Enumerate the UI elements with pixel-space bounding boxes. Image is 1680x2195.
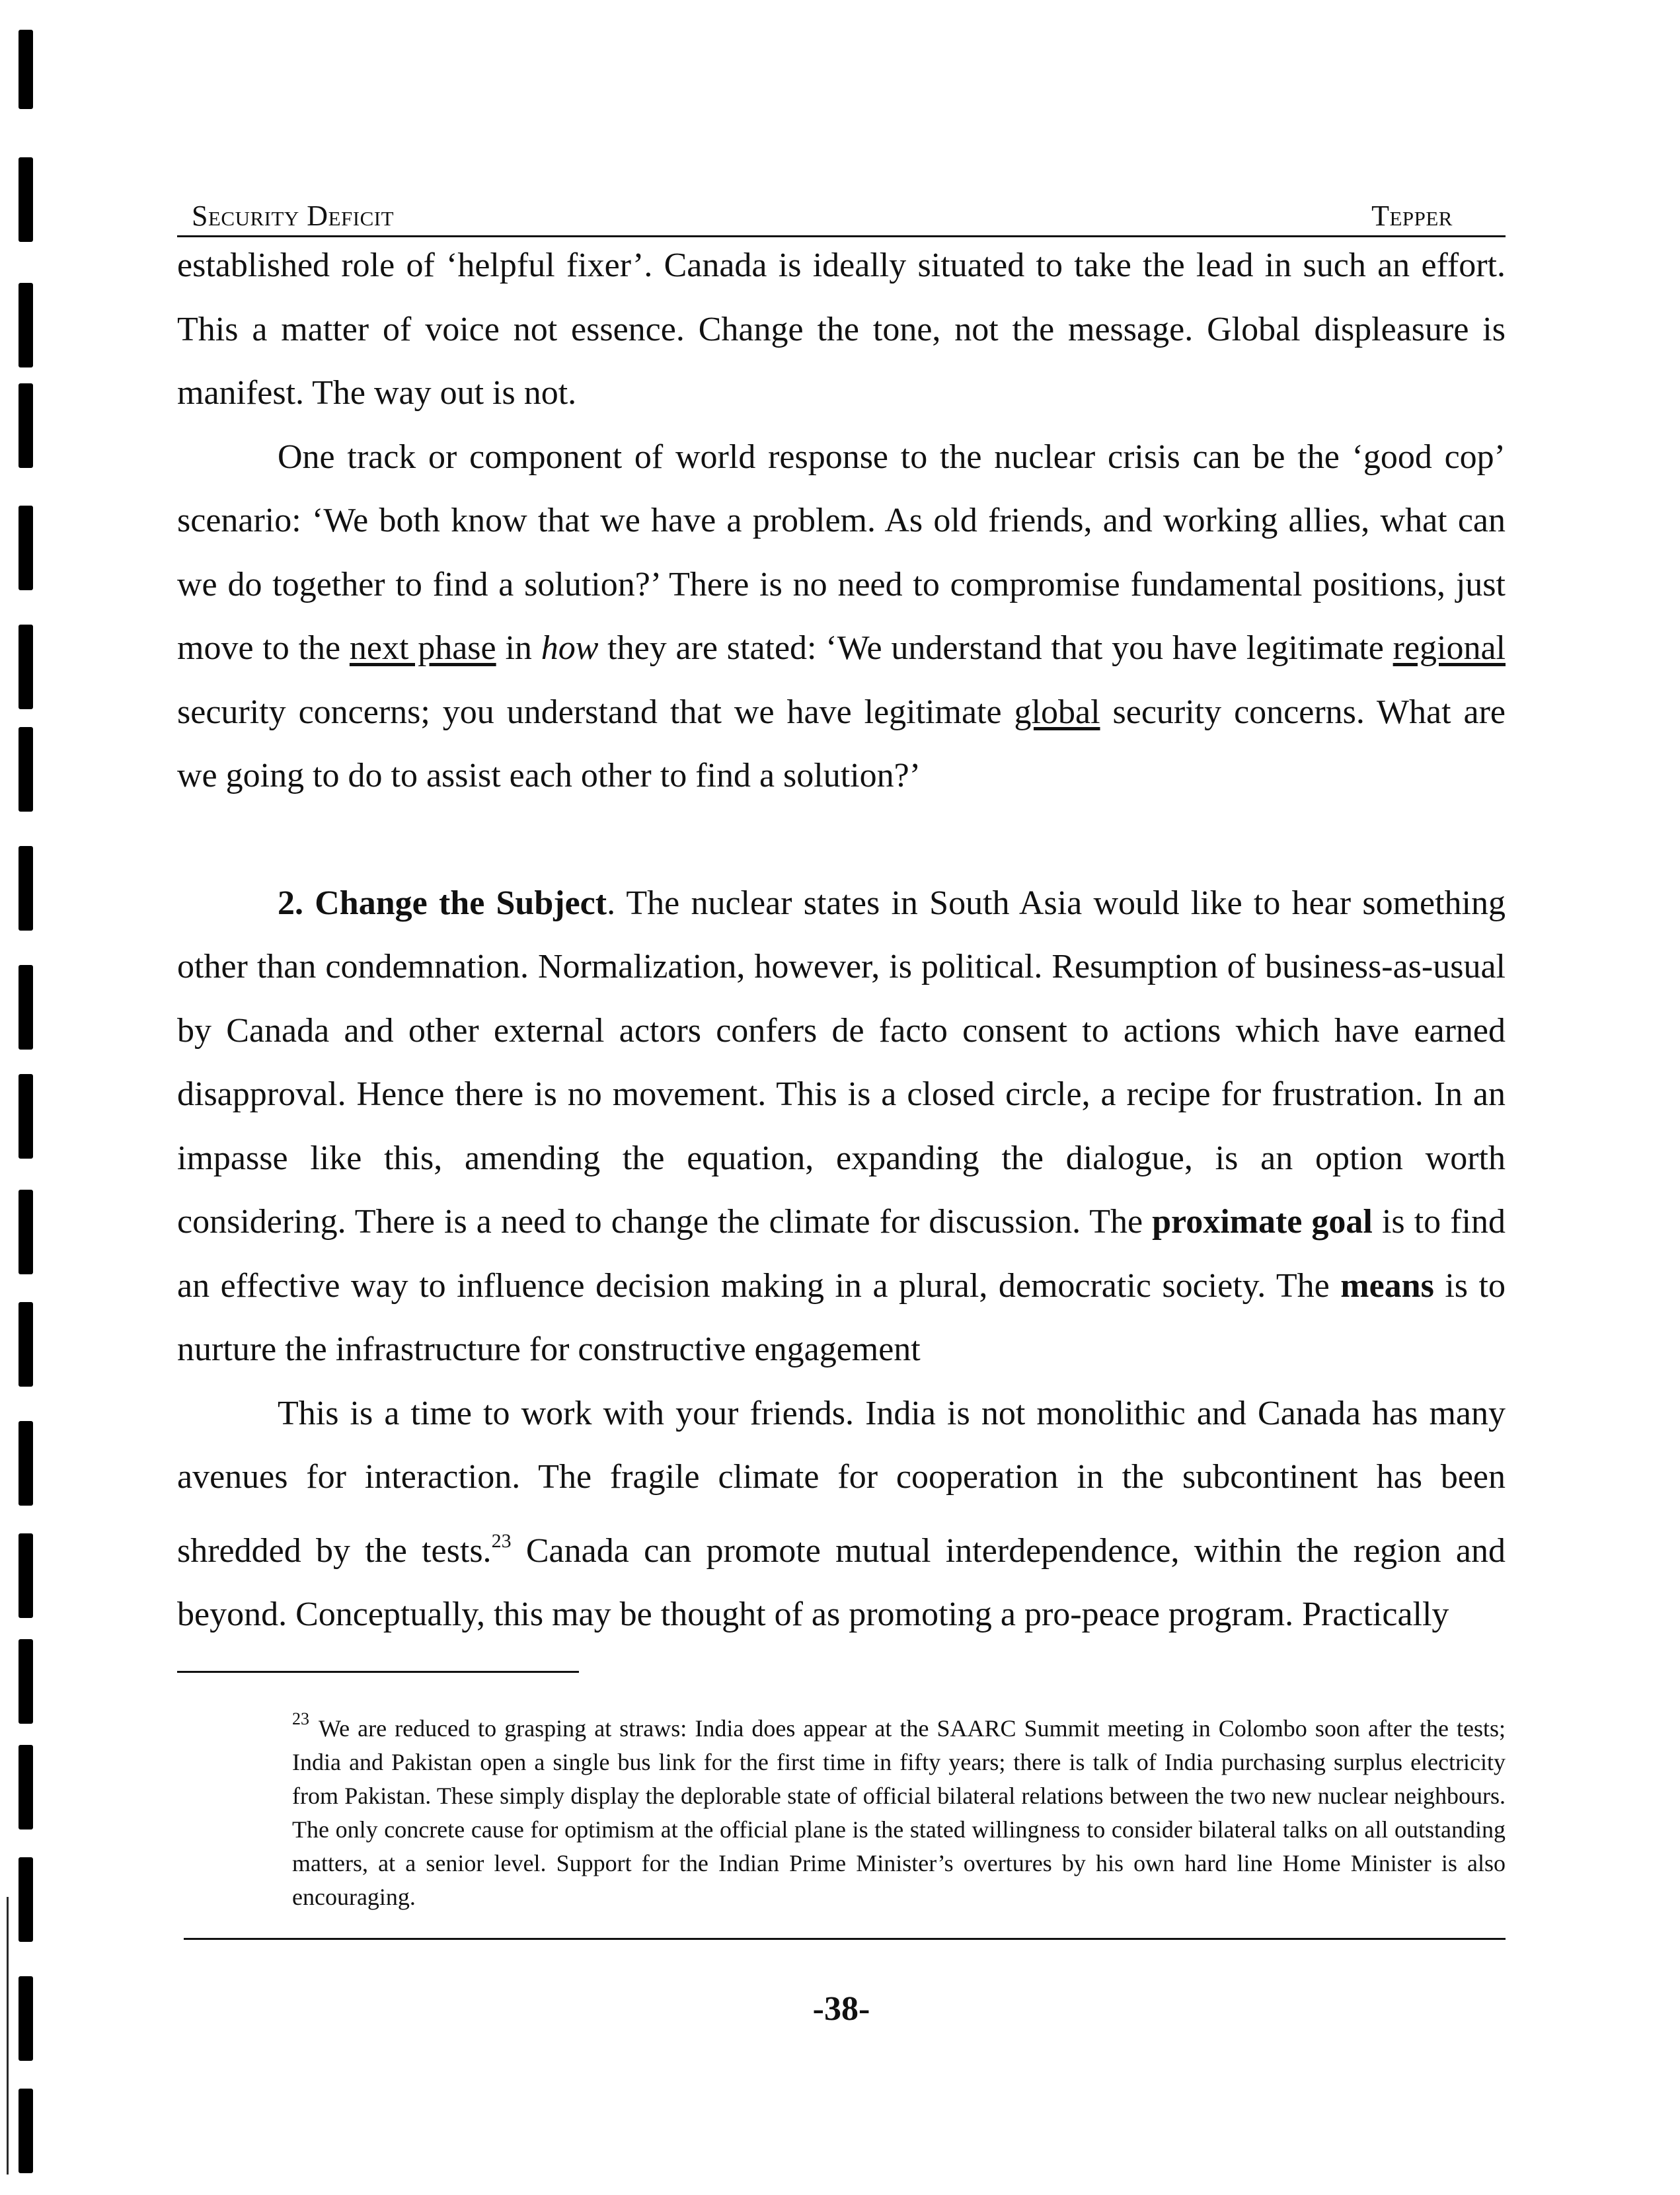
binding-mark: [19, 506, 33, 590]
bold-proximate-goal: proximate goal: [1152, 1203, 1373, 1241]
scan-edge-line: [7, 1897, 9, 2175]
page-number: -38-: [812, 1990, 870, 2028]
footnote-separator: [177, 1671, 579, 1673]
text-run: security concerns; you understand that we have legitimate: [177, 693, 1014, 731]
binding-mark: [19, 1857, 33, 1942]
running-header: [177, 196, 1506, 237]
bold-means: means: [1340, 1266, 1434, 1305]
footnote-number: 23: [292, 1709, 309, 1728]
footnote: [190, 1702, 1506, 1914]
binding-mark: [19, 1421, 33, 1506]
body-text: [177, 234, 1506, 1647]
binding-mark: [19, 30, 33, 109]
footnote-body: [190, 1702, 1506, 1914]
binding-mark: [19, 727, 33, 812]
binding-mark: [19, 2089, 33, 2173]
underlined-next-phase: next phase: [349, 629, 496, 667]
paragraph-gap: [177, 808, 1506, 872]
italic-how: how: [541, 629, 599, 667]
paragraph-change-subject: [177, 872, 1506, 1382]
header-author: Tepper: [1371, 200, 1453, 232]
binding-mark: [19, 157, 33, 242]
text-run: Canada can promote mutual interdependence, within the region and beyond. Conceptually, this may be thought of as promoting a pro-peace program. Practically: [177, 1531, 1506, 1633]
footnote-text: We are reduced to grasping at straws: India does appear at the SAARC Summit meeting in Colombo soon after the tests; India and Pakistan open a single bus link for the first time in fifty years; there is talk of India purchasing surplus electricity from Pakistan. These simply display the deplorable state of official bilateral relations between the two new nuclear neighbours. The only concrete cause for optimism at the official plane is the stated willingness to consider bilateral talks on all outstanding matters, at a senior level. Support for the Indian Prime Minister’s overtures by his own hard line Home Minister is also encouraging.: [292, 1715, 1506, 1910]
text-run: they are stated: ‘We understand that you have legitimate: [598, 629, 1393, 667]
section-heading: 2. Change the Subject: [278, 884, 607, 922]
footnote-reference[interactable]: 23: [491, 1529, 512, 1552]
underlined-global: global: [1014, 693, 1100, 731]
paragraph-friends: [177, 1382, 1506, 1647]
binding-mark: [19, 625, 33, 709]
text-run: security concerns. What are we going to do to assist each other to find a solution?’: [177, 693, 1506, 794]
binding-mark: [19, 1190, 33, 1274]
header-title: Security Deficit: [192, 200, 395, 232]
text-run: is to find an effective way to influence decision making in a plural, democratic society. The: [177, 1203, 1506, 1305]
binding-mark: [19, 965, 33, 1050]
document-page: [177, 0, 1506, 2195]
text-run: is to nurture the infrastructure for constructive engagement: [177, 1266, 1506, 1368]
binding-mark: [19, 1639, 33, 1724]
binding-mark: [19, 1302, 33, 1387]
paragraph-good-cop: [177, 426, 1506, 808]
binding-mark: [19, 1976, 33, 2061]
text-run: . The nuclear states in South Asia would like to hear something other than condemnation. Normalization, however, is political. Resumption of business-as-usual by Canada and other external actors confers de facto consent to actions which have earned disapproval. Hence there is no movement. This is a closed circle, a recipe for frustration. In an impasse like this, amending the equation, expanding the dialogue, is an option worth considering. There is a need to change the climate for discussion. The: [177, 884, 1506, 1241]
binding-mark: [19, 846, 33, 931]
binding-mark: [19, 1745, 33, 1829]
text-run: in: [496, 629, 541, 667]
binding-mark: [19, 283, 33, 367]
text-run: This is a time to work with your friends. India is not monolithic and Canada has many avenues for interaction. The fragile climate for cooperation in the subcontinent has been shredded by the tests.: [177, 1394, 1506, 1570]
underlined-regional: regional: [1393, 629, 1506, 667]
binding-mark: [19, 1533, 33, 1618]
text-run: One track or component of world response to the nuclear crisis can be the ‘good cop’ scenario: ‘We both know that we have a problem. As old friends, and working allies, what can we do together to find a solution?’ There is no need to compromise fundamental positions, just move to the: [177, 438, 1506, 667]
paragraph-continued: established role of ‘helpful fixer’. Canada is ideally situated to take the lead in such an effort. This a matter of voice not essence. Change the tone, not the message. Global displeasure is manifest. The way out is not.: [177, 247, 1506, 412]
binding-mark: [19, 383, 33, 468]
bottom-rule: [184, 1938, 1506, 1940]
binding-mark: [19, 1074, 33, 1159]
